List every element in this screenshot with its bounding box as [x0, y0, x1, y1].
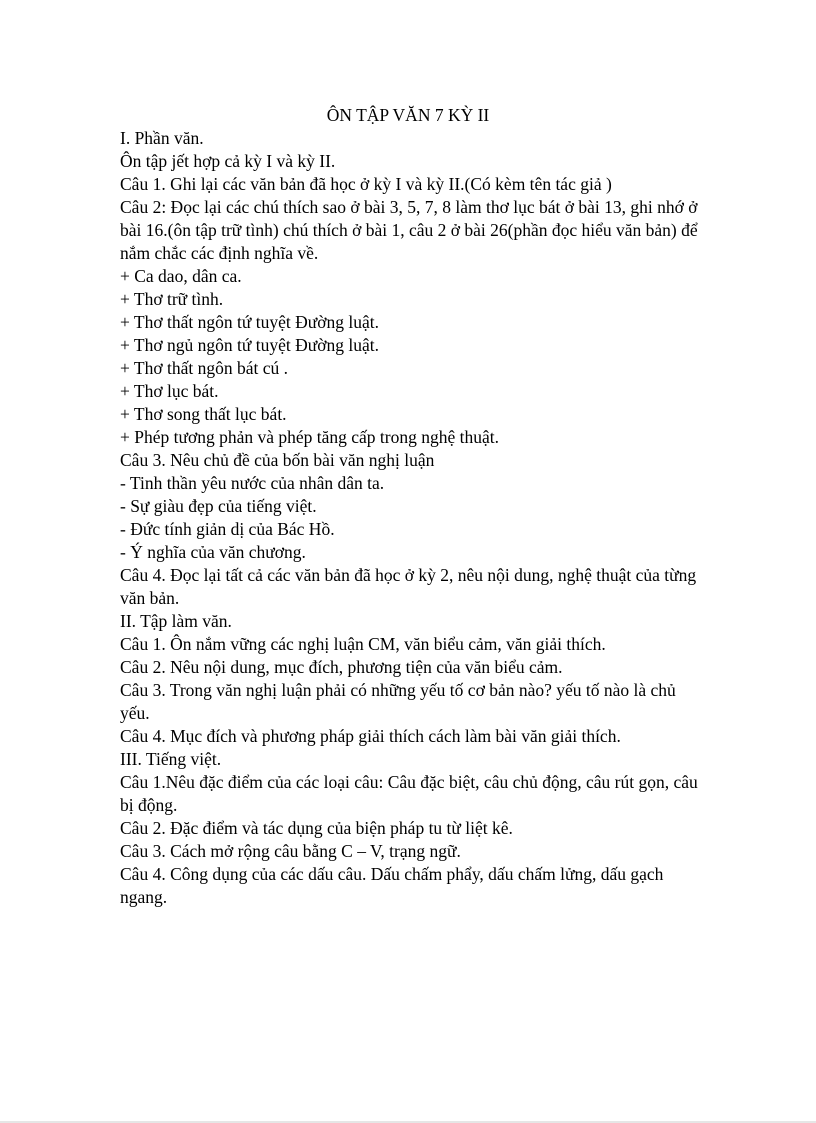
section-heading-tap-lam-van: II. Tập làm văn.	[120, 611, 232, 631]
question-3: Câu 3. Nêu chủ đề của bốn bài văn nghị luận	[120, 450, 435, 470]
question-4: Câu 4. Mục đích và phương pháp giải thích cách làm bài văn giải thích.	[120, 726, 621, 746]
list-item: + Thơ thất ngôn tứ tuyệt Đường luật.	[120, 312, 379, 332]
question-2: Câu 2: Đọc lại các chú thích sao ở bài 3, 5, 7, 8 làm thơ lục bát ở bài 13, ghi nhớ ở bài 16.(ôn tập trữ tình) chú thích ở bài 1, câu 2 ở bài 26(phần đọc hiểu văn bản) để nắm chắc các định nghĩa về.	[120, 197, 698, 263]
question-1: Câu 1. Ghi lại các văn bản đã học ở kỳ I và kỳ II.(Có kèm tên tác giả )	[120, 174, 612, 194]
question-1: Câu 1.Nêu đặc điểm của các loại câu: Câu đặc biệt, câu chủ động, câu rút gọn, câu bị động.	[120, 772, 698, 815]
question-4: Câu 4. Công dụng của các dấu câu. Dấu chấm phẩy, dấu chấm lửng, dấu gạch ngang.	[120, 864, 664, 907]
question-4: Câu 4. Đọc lại tất cả các văn bản đã học ở kỳ 2, nêu nội dung, nghệ thuật của từng văn bản.	[120, 565, 697, 608]
list-item: + Thơ thất ngôn bát cú .	[120, 358, 289, 378]
list-item: + Thơ lục bát.	[120, 381, 219, 401]
list-item: + Thơ ngủ ngôn tứ tuyệt Đường luật.	[120, 335, 379, 355]
question-2: Câu 2. Đặc điểm và tác dụng của biện pháp tu từ liệt kê.	[120, 818, 513, 838]
list-item: + Thơ trữ tình.	[120, 289, 224, 309]
document-body	[120, 127, 700, 909]
list-item: + Ca dao, dân ca.	[120, 266, 242, 286]
question-3: Câu 3. Cách mở rộng câu bằng C – V, trạng ngữ.	[120, 841, 461, 861]
intro-line: Ôn tập jết hợp cả kỳ I và kỳ II.	[120, 151, 336, 171]
list-item: - Sự giàu đẹp của tiếng việt.	[120, 496, 317, 516]
list-item: - Đức tính giản dị của Bác Hồ.	[120, 519, 335, 539]
section-heading-phan-van: I. Phần văn.	[120, 128, 204, 148]
list-item: - Ý nghĩa của văn chương.	[120, 542, 306, 562]
list-item: - Tinh thần yêu nước của nhân dân ta.	[120, 473, 385, 493]
page-title: ÔN TẬP VĂN 7 KỲ II	[326, 105, 490, 125]
question-3: Câu 3. Trong văn nghị luận phải có những yếu tố cơ bản nào? yếu tố nào là chủ yếu.	[120, 680, 676, 723]
list-item: + Thơ song thất lục bát.	[120, 404, 287, 424]
question-1: Câu 1. Ôn nắm vững các nghị luận CM, văn biểu cảm, văn giải thích.	[120, 634, 606, 654]
list-item: + Phép tương phản và phép tăng cấp trong nghệ thuật.	[120, 427, 500, 447]
section-heading-tieng-viet: III. Tiếng việt.	[120, 749, 222, 769]
question-2: Câu 2. Nêu nội dung, mục đích, phương tiện của văn biểu cảm.	[120, 657, 563, 677]
